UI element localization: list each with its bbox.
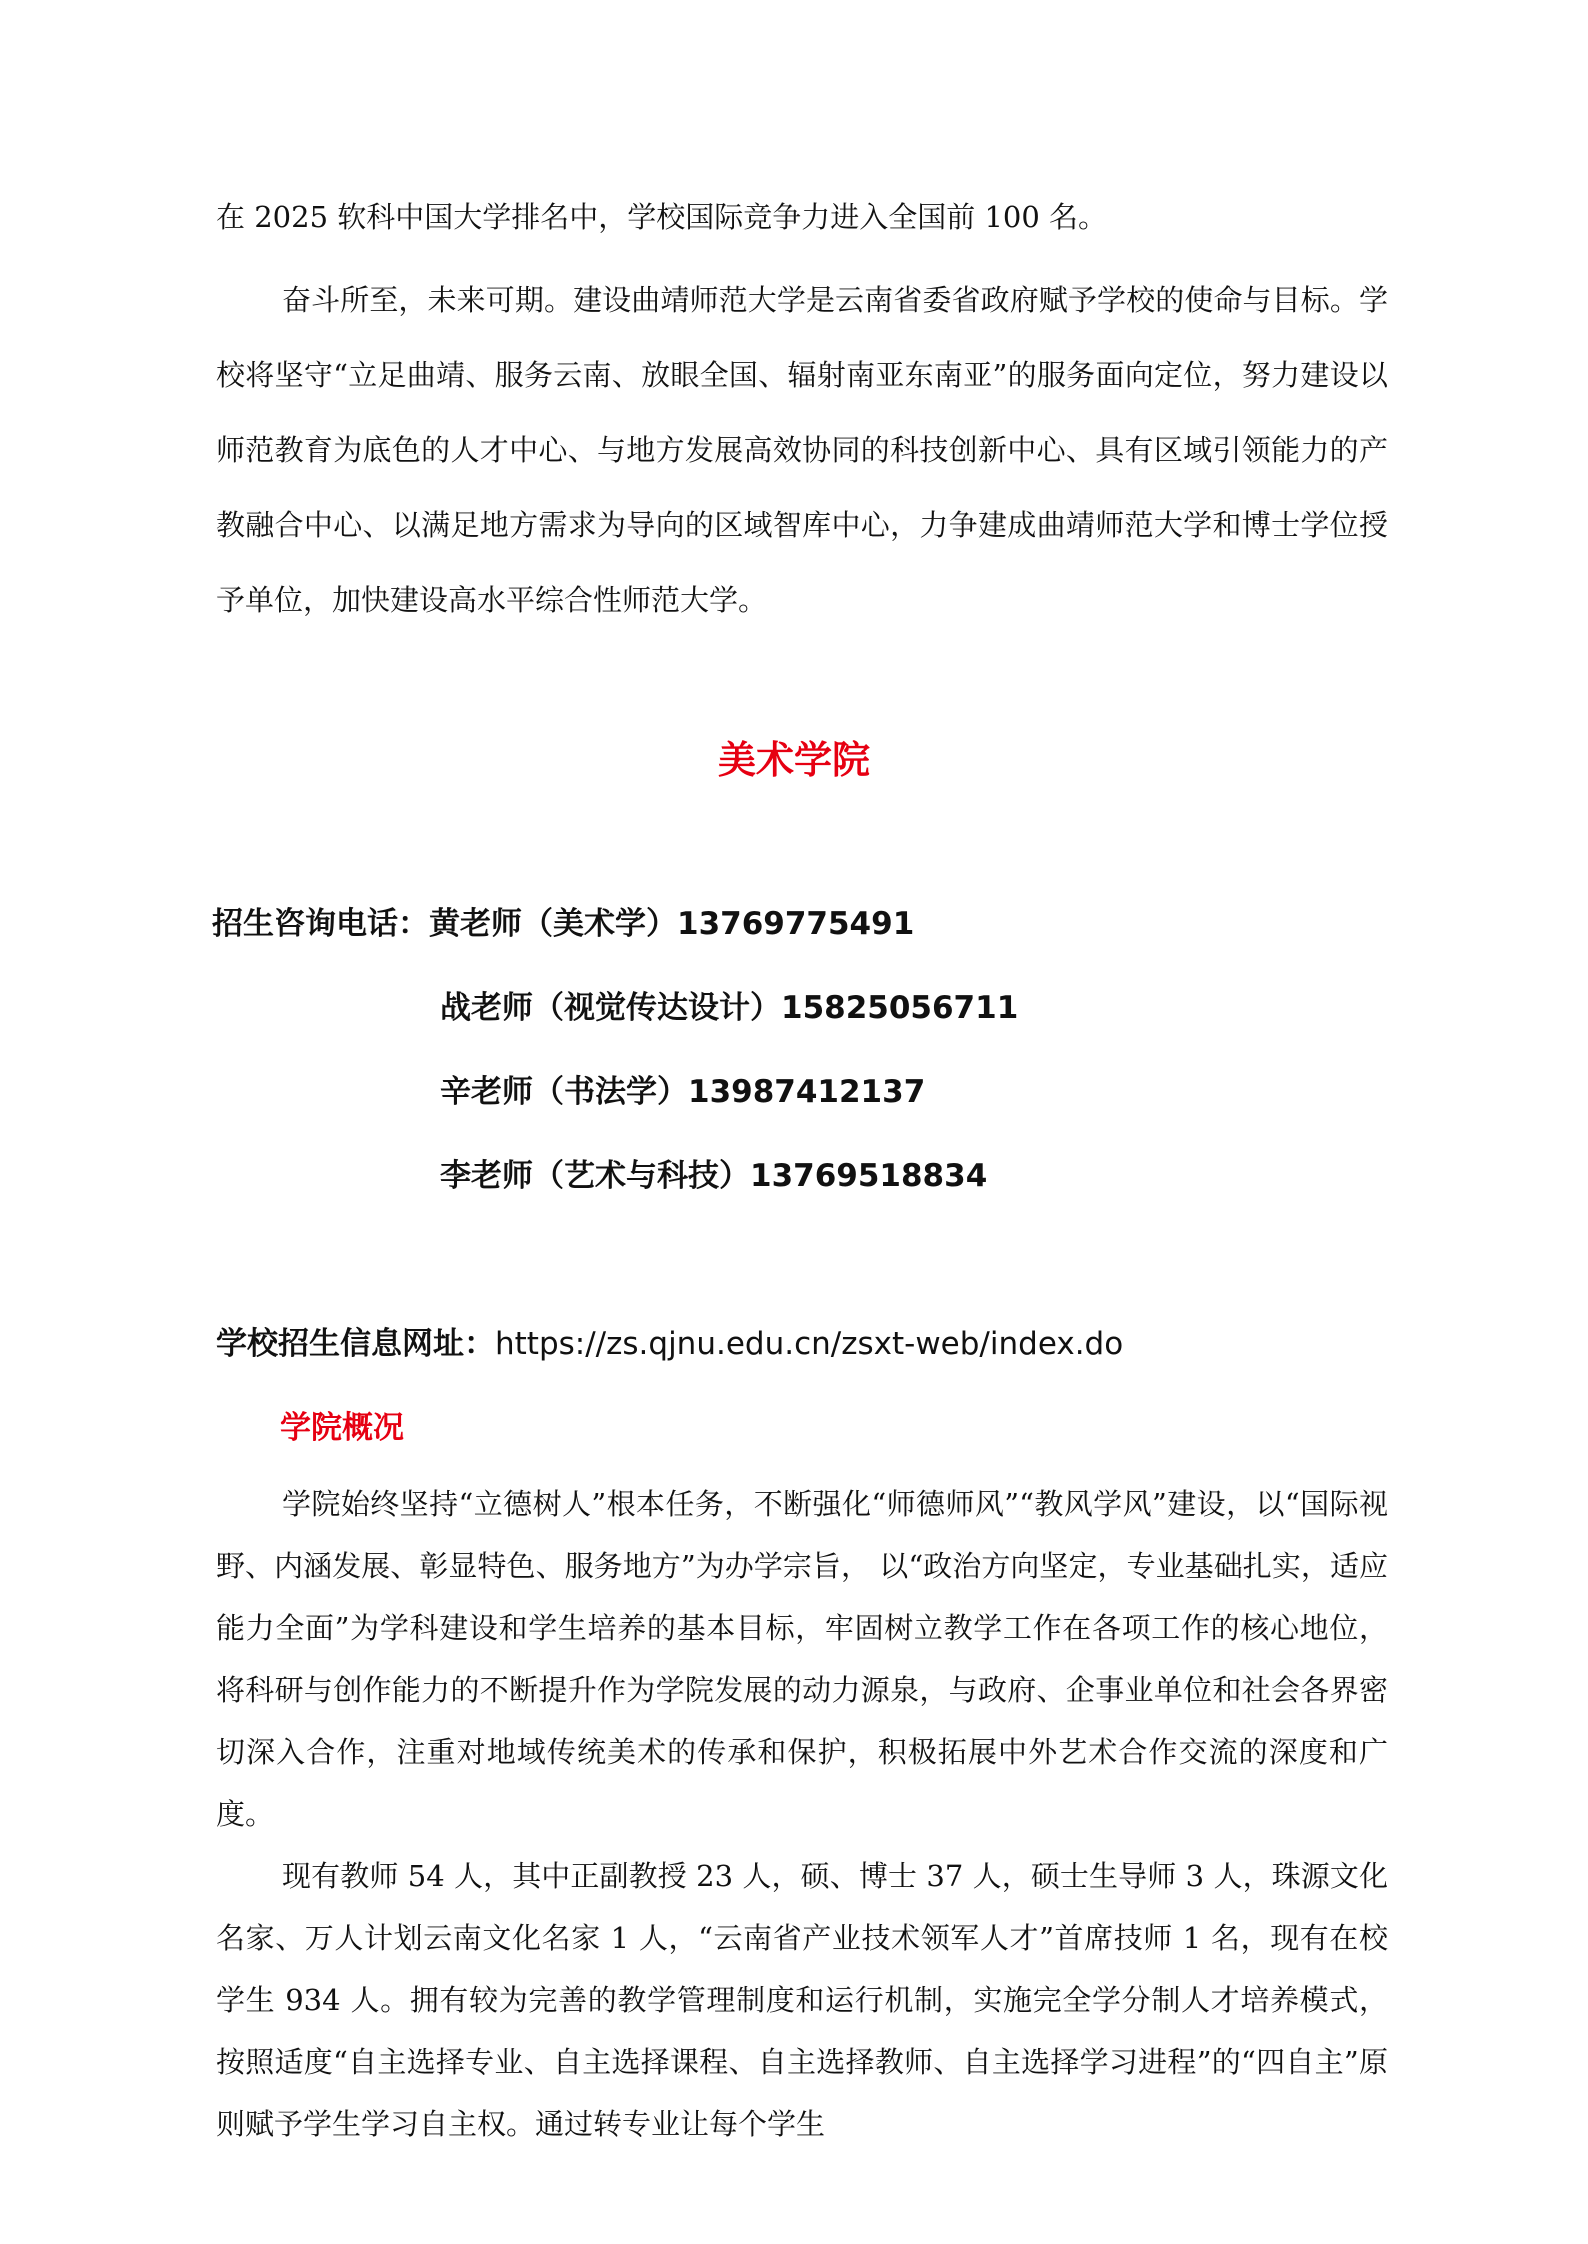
contact-entry-1: 黄老师（美术学）13769775491 xyxy=(429,906,915,942)
contact-line-1 xyxy=(212,898,914,943)
contact-entry-2: 战老师（视觉传达设计）15825056711 xyxy=(440,990,1019,1026)
college-title: 美术学院 xyxy=(717,738,870,782)
intro-paragraph-1: 在 2025 软科中国大学排名中，学校国际竞争力进入全国前 100 名。 xyxy=(216,200,1108,234)
overview-paragraph-2: 现有教师 54 人，其中正副教授 23 人，硕、博士 37 人，硕士生导师 3 人，珠源文化名家、万人计划云南文化名家 1 人，“云南省产业技术领军人才”首席技师 1 名，现有在校学生 934 人。拥有较为完善的教学管理制度和运行机制，实施完全学分制人才培养模式，按照适度“自主选择专业、自主选择课程、自主选择教师、自主选择学习进程”的“四自主”原则赋予学生学习自主权。通过转专业让每个学生 xyxy=(216,1859,1388,2141)
website-line xyxy=(216,1318,1123,1363)
overview-paragraph-1: 学院始终坚持“立德树人”根本任务，不断强化“师德师风”“教风学风”建设，以“国际视野、内涵发展、彰显特色、服务地方”为办学宗旨， 以“政治方向坚定，专业基础扎实，适应能力全面”为学科建设和学生培养的基本目标，牢固树立教学工作在各项工作的核心地位，将科研与创作能力的不断提升作为学院发展的动力源泉，与政府、企事业单位和社会各界密切深入合作，注重对地域传统美术的传承和保护，积极拓展中外艺术合作交流的深度和广度。 xyxy=(216,1487,1388,1831)
website-label: 学校招生信息网址： xyxy=(216,1326,495,1362)
contact-entry-3: 辛老师（书法学）13987412137 xyxy=(440,1074,926,1110)
contact-label: 招生咨询电话： xyxy=(212,906,429,942)
website-url[interactable]: https://zs.qjnu.edu.cn/zsxt-web/index.do xyxy=(495,1326,1124,1362)
intro-paragraph-2: 奋斗所至，未来可期。建设曲靖师范大学是云南省委省政府赋予学校的使命与目标。学校将坚守“立足曲靖、服务云南、放眼全国、辐射南亚东南亚”的服务面向定位，努力建设以师范教育为底色的人才中心、与地方发展高效协同的科技创新中心、具有区域引领能力的产教融合中心、以满足地方需求为导向的区域智库中心，力争建成曲靖师范大学和博士学位授予单位，加快建设高水平综合性师范大学。 xyxy=(216,283,1388,617)
overview-heading: 学院概况 xyxy=(280,1410,404,1446)
contact-entry-4: 李老师（艺术与科技）13769518834 xyxy=(440,1158,988,1194)
